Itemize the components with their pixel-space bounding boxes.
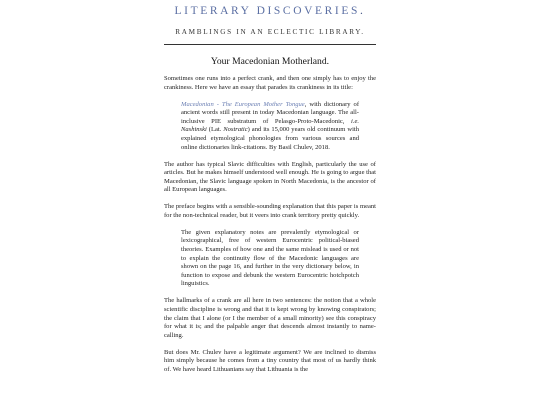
- paragraph-author: The author has typical Slavic difficulties with English, particularly the use of articles. But he makes himself understood well enough. He is going to argue that Macedonian, the Slavic language spoken in North Macedonia, is the ancestor of all European languages.: [164, 160, 376, 194]
- site-tagline: RAMBLINGS IN AN ECLECTIC LIBRARY.: [175, 28, 365, 36]
- paragraph-hallmarks: The hallmarks of a crank are all here in two sentences: the notion that a whole scientific discipline is wrong and that it is kept wrong by knowing conspirators; the claim that I alone (or I the member of a small minority) see this conspiracy for what it is; and the palpable anger that descends almost instantly to name-calling.: [164, 297, 376, 339]
- quote-ie: i.e.: [351, 117, 359, 125]
- quote-text: , with dictionary of ancient words still present in today Macedonian language. The all-inclusive PIE substratum of Pelasgo-Proto-Macedonic,: [181, 100, 359, 125]
- quote-text: (Lat.: [206, 126, 224, 134]
- quote-text: ) and its 15,000 years old continuum with explained etymological phonologies from various sources and online dictionaries link-citations. By Basil Chulev, 2018.: [181, 126, 359, 151]
- quote-nashinski: Nashinski: [181, 126, 207, 134]
- site-title[interactable]: [0, 5, 540, 17]
- quote-nostratic: Nostratic: [223, 126, 248, 134]
- site-title-dot: .: [359, 5, 366, 17]
- quote-book-title: [181, 101, 359, 153]
- paragraph-intro: Sometimes one runs into a perfect crank, and then one simply has to enjoy the crankiness. Here we have an essay that parades its crankiness in its title:: [164, 75, 376, 91]
- post-body: [164, 75, 376, 383]
- paragraph-preface: The preface begins with a sensible-sounding explanation that this paper is meant for the non-technical reader, but it veers into crank territory pretty quickly.: [164, 203, 376, 219]
- paragraph-argument: But does Mr. Chulev have a legitimate argument? We are inclined to dismiss him simply because he comes from a tiny country that most of us hardly think of. We have heard Lithuanians say that Lithuania is the: [164, 348, 376, 373]
- quote-preface: The given explanatory notes are prevalently etymological or lexicographical, free of western Eurocentric political-biased theories. Examples of how one and the same mislead is used or not to explain the continuity flow of the Macedonic languages are shown on the page 16, and further in the very dictionary below, in function to expose and debunk the western Eurocentric hotchpotch linguistics.: [181, 228, 359, 288]
- post-title: Your Macedonian Motherland.: [210, 56, 330, 67]
- header-divider: [164, 44, 376, 45]
- site-title-text[interactable]: LITERARY DISCOVERIES: [174, 5, 360, 17]
- book-link[interactable]: Macedonian - The European Mother Tongue: [181, 100, 305, 108]
